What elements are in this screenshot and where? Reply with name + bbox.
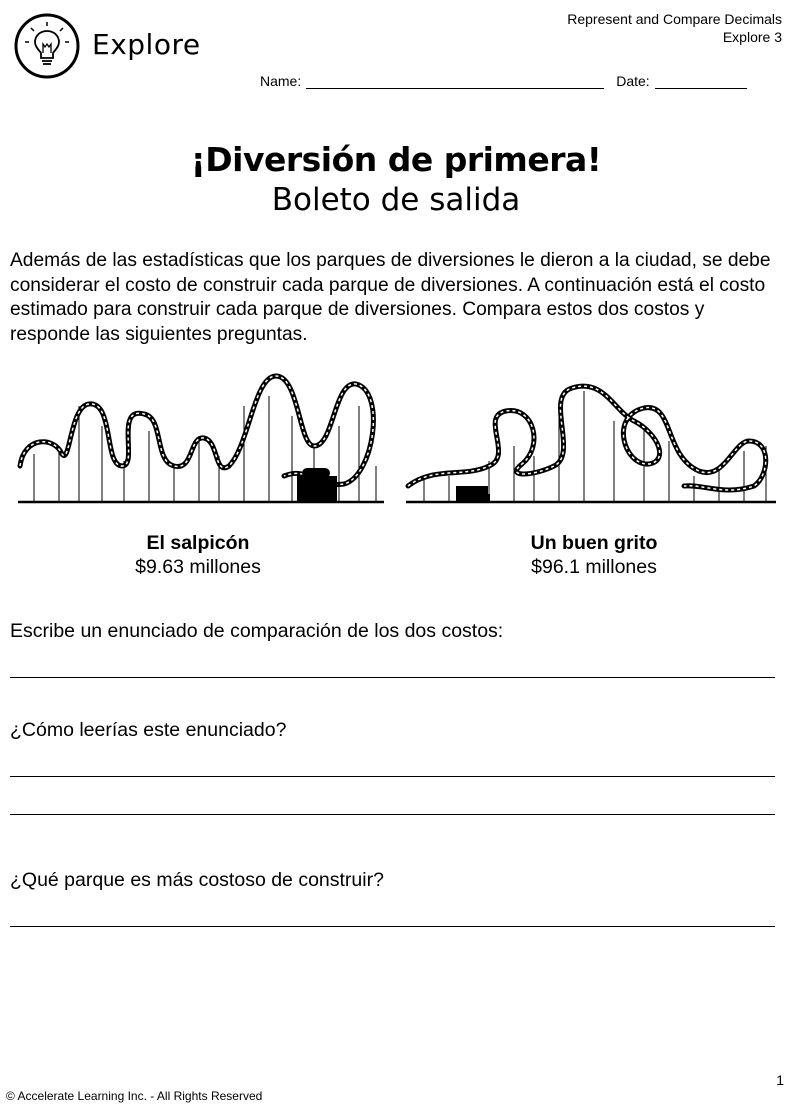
park-name: Un buen grito — [530, 532, 658, 554]
page-number: 1 — [776, 1072, 784, 1088]
park-caption-grito — [444, 531, 744, 579]
park-cost: $9.63 millones — [135, 556, 261, 578]
park-caption-salpicon — [48, 531, 348, 579]
date-field[interactable] — [655, 74, 747, 89]
question-2: ¿Cómo leerías este enunciado? — [10, 719, 287, 741]
park-cost: $96.1 millones — [531, 556, 657, 578]
name-label: Name: — [260, 73, 302, 89]
topic-header — [567, 10, 782, 46]
page-title: ¡Diversión de primera! — [190, 140, 602, 179]
lightbulb-icon — [14, 13, 80, 79]
answer-line[interactable] — [10, 926, 775, 927]
lesson-label: Explore 3 — [722, 29, 782, 45]
name-date-row — [260, 73, 747, 89]
park-name: El salpicón — [146, 532, 250, 554]
name-field[interactable] — [306, 74, 604, 89]
section-label: Explore — [92, 28, 201, 61]
topic-title: Represent and Compare Decimals — [567, 11, 782, 27]
question-3: ¿Qué parque es más costoso de construir? — [10, 869, 384, 891]
roller-coaster-illustration — [14, 366, 386, 508]
copyright: © Accelerate Learning Inc. - All Rights Reserved — [6, 1089, 263, 1103]
answer-line[interactable] — [10, 677, 775, 678]
answer-line[interactable] — [10, 814, 775, 815]
answer-line[interactable] — [10, 776, 775, 777]
question-1: Escribe un enunciado de comparación de los dos costos: — [10, 620, 504, 642]
roller-coaster-illustration — [404, 366, 778, 508]
page-subtitle: Boleto de salida — [271, 182, 521, 218]
intro-paragraph: Además de las estadísticas que los parques de diversiones le dieron a la ciudad, se debe considerar el costo de construir cada parque de diversiones. A continuación está el costo estimado para construir cada parque de diversiones. Compara estos dos costos y responde las siguientes preguntas. — [10, 250, 771, 345]
date-label: Date: — [616, 73, 650, 89]
